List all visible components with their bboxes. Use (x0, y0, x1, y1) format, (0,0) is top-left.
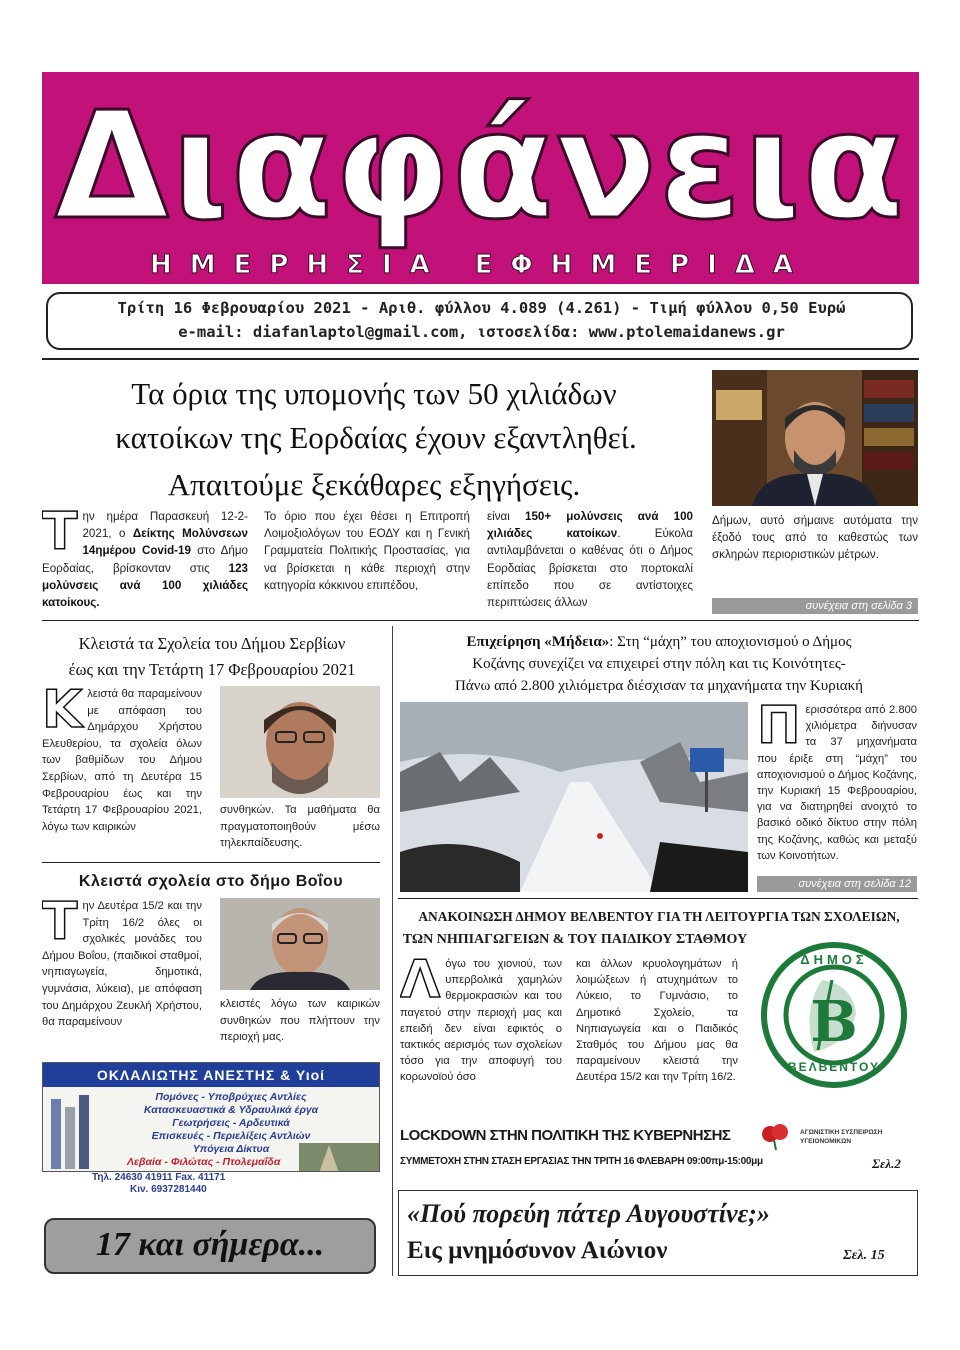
servia-headline-1: Κλειστά τα Σχολεία του Δήμου Σερβίων (78, 634, 346, 653)
lead-dropcap: Τ (42, 508, 78, 562)
velvento-headline-2: ΤΩΝ ΝΗΠΙΑΓΩΓΕΙΩΝ & ΤΟΥ ΠΑΙΔΙΚΟΥ ΣΤΑΘΜΟΥ (402, 932, 748, 947)
carnation-icon (756, 1122, 796, 1150)
ad-company-name: ΟΚΛΑΛΙΩΤΗΣ ΑΝΕΣΤΗΣ & Υιοί (43, 1063, 379, 1087)
newspaper-title: Διαφάνεια (54, 80, 907, 252)
augustine-title: «Πού πορεύη πάτερ Αυγουστίνε;» (407, 1199, 770, 1228)
voio-dropcap: Τ (42, 898, 78, 952)
servia-photo-image (220, 686, 380, 798)
logo-top-text: ΔΗΜΟΣ (800, 952, 868, 967)
seventeen-today-banner[interactable]: 17 και σήμερα... (44, 1218, 376, 1274)
voio-headline: Κλειστά σχολεία στο δήμο Βοΐου (78, 873, 344, 890)
drilling-rig-icon (299, 1143, 379, 1172)
masthead (42, 72, 919, 284)
medea-text: Περισσότερα από 2.800 χιλιόμετρα διήνυσαν τα 37 μηχανήματα που έριξε στη “μάχη” του αποχιονισμού ο Δήμος Κοζάνης, την Κυριακή 15 Φεβρουαρίου, για να διατηρηθεί ανοιχτό το βασικό οδικό δίκτυο στην πόλη της Κοζάνης, καθώς και μεταξύ των Κοινοτήτων. (757, 702, 917, 862)
divider (42, 862, 380, 863)
servia-dropcap: Κ (42, 686, 83, 740)
contact-info-line: e-mail: diafanlaptol@gmail.com, ιστοσελίδα: www.ptolemaidanews.gr (178, 323, 785, 341)
lead-column-4: Δήμων, αυτό σήμαινε αυτόματα την έξοδό τους από το καθεστώς των σκληρών περιοριστικών μέτρων. (712, 514, 918, 562)
ad-phone: Τηλ. 24630 41911 Fax. 41171 (92, 1172, 226, 1183)
lockdown-subtitle: ΣΥΜΜΕΤΟΧΗ ΣΤΗΝ ΣΤΑΣΗ ΕΡΓΑΣΙΑΣ ΤΗΝ ΤΡΙΤΗ 16 ΦΛΕΒΑΡΗ 09:00πμ-15:00μμ (400, 1156, 763, 1167)
lead-photo (712, 370, 918, 506)
pump-icon (47, 1093, 95, 1171)
servia-photo (220, 686, 380, 798)
lead-headline-1: Τα όρια της υπομονής των 50 χιλιάδων (131, 376, 617, 411)
lead-headline-3: Απαιτούμε ξεκάθαρες εξηγήσεις. (167, 467, 581, 502)
lead-column-3: είναι 150+ μολύνσεις ανά 100 χιλιάδες κατοίκων. Εύκολα αντιλαμβάνεται ο καθένας ότι ο Δήμος Εορδαίας βρίσκεται στο πορτοκαλί επίπεδο που σε αντίστοιχες περιπτώσεις άλλων (487, 510, 693, 610)
medea-dropcap: Π (757, 702, 801, 756)
servia-headline-2: έως και την Τετάρτη 17 Φεβρουαρίου 2021 (68, 660, 356, 679)
augustine-page-ref[interactable]: Σελ. 15 (843, 1248, 885, 1263)
augustine-subtitle: Εις μνημόσυνον Αιώνιον (407, 1237, 668, 1264)
augustine-box (398, 1190, 918, 1276)
lockdown-page-ref[interactable]: Σελ.2 (872, 1156, 901, 1171)
servia-text-2: συνθηκών. Τα μαθήματα θα πραγματοποιηθούν μέσω τηλεκπαίδευσης. (220, 804, 380, 850)
ad-mobile: Κιν. 6937281440 (130, 1184, 207, 1195)
velvento-text-2: και άλλων κρυολογημάτων ή λοιμώξεων ή ατυχημάτων το Λύκειο, το Γυμνάσιο, το Δημοτικό Σχολείο, τα Νηπιαγωγεία και ο Παιδικός Σταθμός του Δήμου μας θα παραμείνουν κλειστά την Δευτέρα 15/2 και την Τρίτη 16/2. (576, 958, 738, 1084)
ad-line-4: Επισκευές - Περιελίξεις Αντλιών (151, 1130, 311, 1142)
divider (42, 620, 919, 621)
column-divider (392, 626, 393, 1276)
ad-line-3: Γεωτρήσεις - Αρδευτικά (172, 1117, 290, 1129)
advertisement (42, 1062, 380, 1172)
snow-road-image (400, 702, 748, 892)
voio-photo-image (220, 898, 380, 990)
medea-headline-1: Επιχείρηση «Μήδεια»: Στη “μάχη” του αποχιονισμού ο Δήμος (466, 634, 852, 650)
divider (42, 358, 919, 360)
logo-letter: B (810, 989, 858, 1055)
medea-snow-photo (400, 702, 748, 892)
ad-line-5: Υπόγεια Δίκτυα (192, 1143, 270, 1155)
velvento-text: Λόγω του χιονιού, των υπερβολικά χαμηλών θερμοκρασιών και του παγετού στην περιοχή μας και επειδή δεν είναι εφικτός ο τακτικός αερισμός των σχολείων τόσο για την αποφυγή του κορωνοϊού όσο (400, 956, 562, 1084)
divider (398, 898, 918, 899)
lead-column-1: Την ημέρα Παρασκευή 12-2-2021, ο Δείκτης Μολύνσεων 14ημέρου Covid-19 στο Δήμο Εορδαίας, βρίσκονταν στις 123 μολύνσεις ανά 100 χιλιάδες κατοίκους. (42, 508, 248, 610)
lead-photo-image (712, 370, 918, 506)
logo-bottom-text: ΒΕΛΒΕΝΤΟΥ (787, 1060, 881, 1074)
ad-line-2: Κατασκευαστικά & Υδραυλικά έργα (143, 1104, 319, 1116)
lockdown-organization: ΑΓΩΝΙΣΤΙΚΗ ΣΥΣΠΕΙΡΩΣΗ ΥΓΕΙΟΝΟΜΙΚΩΝ (800, 1129, 883, 1145)
lead-column-2: Το όριο που έχει θέσει η Επιτροπή Λοιμοξιολόγων του ΕΟΔΥ και η Γενική Γραμματεία Πολιτικής Προστασίας, για να βρίσκεται η κάθε περιοχή στην κατηγορία κόκκινου επιπέδου, (264, 510, 470, 592)
velvento-logo (752, 940, 916, 1090)
voio-text: Την Δευτέρα 15/2 και την Τρίτη 16/2 όλες οι σχολικές μονάδες του Δήμου Βοΐου, (παιδικοί σταθμοί, νηπιαγωγεία, δημοτικά, γυμνάσια, λύκεια), με απόφαση του Δημάρχου Ζευκλή Χρήστου, θα παραμείνουν (42, 898, 202, 1029)
issue-info-line: Τρίτη 16 Φεβρουαρίου 2021 - Αριθ. φύλλου 4.089 (4.261) - Τιμή φύλλου 0,50 Ευρώ (117, 299, 846, 317)
lead-continued-link[interactable]: συνέχεια στη σελίδα 3 (712, 598, 918, 614)
medea-headline-3: Πάνω από 2.800 χιλιόμετρα διέσχισαν τα μηχανήματα την Κυριακή (454, 678, 864, 694)
ad-location: Λεβαία - Φιλώτας - Πτολεμαΐδα (127, 1156, 281, 1168)
medea-headline-2: Κοζάνης συνεχίζει να επιχειρεί στην πόλη και τις Κοινότητες- (472, 656, 846, 672)
lockdown-headline: LOCKDOWN ΣΤΗΝ ΠΟΛΙΤΙΚΗ ΤΗΣ ΚΥΒΕΡΝΗΣΗΣ (400, 1127, 731, 1144)
newspaper-subtitle: ΗΜΕΡΗΣΙΑ ΕΦΗΜΕΡΙΔΑ (149, 250, 812, 280)
lead-headline-2: κατοίκων της Εορδαίας έχουν εξαντληθεί. (115, 420, 637, 455)
velvento-dropcap: Λ (400, 956, 441, 1010)
voio-text-2: κλειστές λόγω των καιρικών συνθηκών που πλήττουν την περιοχή μας. (220, 998, 380, 1044)
servia-text: Κλειστά θα παραμείνουν με απόφαση του Δημάρχου Χρήστου Ελευθερίου, τα σχολεία όλων των βαθμίδων του Δήμου Σερβίων, από τη Δευτέρα 15 Φεβρουαρίου έως και την Τετάρτη 17 Φεβρουαρίου 2021, λόγω των καιρικών (42, 686, 202, 833)
ad-line-1: Πομόνες - Υποβρύχιες Αντλίες (155, 1091, 307, 1103)
issue-info-box (46, 292, 913, 350)
medea-continued-link[interactable]: συνέχεια στη σελίδα 12 (757, 876, 917, 892)
velvento-headline-1: ΑΝΑΚΟΙΝΩΣΗ ΔΗΜΟΥ ΒΕΛΒΕΝΤΟΥ ΓΙΑ ΤΗ ΛΕΙΤΟΥΡΓΙΑ ΤΩΝ ΣΧΟΛΕΙΩΝ, (418, 910, 900, 925)
voio-photo (220, 898, 380, 990)
